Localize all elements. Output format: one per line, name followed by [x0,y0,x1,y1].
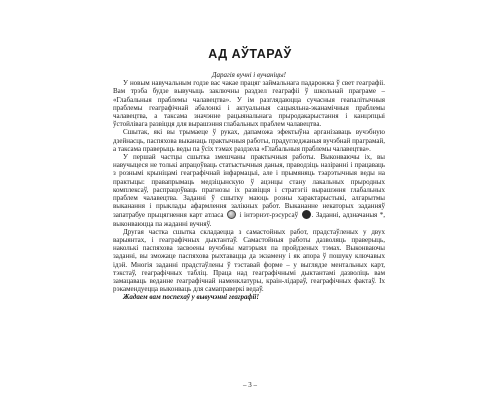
paragraph-3-start: У першай частцы сшытка змешчаны практычныя работы. Выконваючы іх, вы навучыцеся не толькі апрацоўваць статыстычныя даныя, праводзіць назіранні і працаваць з рознымі крыніцамі геаграфічнай інфармацыі, але і прымяняць тэарэтычныя веды на практыцы: правапрымаць медзіцынскую ў ацэнцы стану лакальных прыродных комплексаў, распрацоўваць прагнозы іх развіцця і стратэгіі вырашэння глабальных праблем чалавецтва. Заданні ў сшытку маюць розны характарыстыкі, алгарытмы выканання і прыклады афармлення залікных работ. Выкананне некаторых заданняў запатрабуе прыцягнення карт атласа [113,153,385,220]
paragraph-4: Другая частка сшытка складаецца з самастойных работ, прадстаўленых у двух варыянтах, і геаграфічных дыктантаў. Самастойныя работы дазволяць праверыць, наколькі паспяхова засвоены вучэбны матэрыял па пройдзеных тэмах. Выконваючы заданні, вы зможаце паспяхова рыхтавацца да экзамену і як апора ў пошуку ключавых ідэй. Многія заданні прадстаўлены ў тэставай форме – у выглядзе ментальных карт, тэкстаў, геаграфічных табліц. Праца над геаграфічнымі дыктантамі дазволіць вам замацаваць веданне геаграфічнай наменклатуры, краін-лідараў, геаграфічных фактаў. Іх рэкамендуецца выконваць для самаправеркі ведаў. [113,227,385,294]
paragraph-3-mid: і інтэрнэт-рэсурсаў [237,211,301,220]
page-title: АД АЎТАРАЎ [208,47,292,61]
closing-line: Жадаем вам поспехаў у вывучэнні геаграфіі! [123,293,260,302]
paragraph-1: У новым навучальным годзе вас чакае працяг займальнага падарожжа ў свет геаграфіі. Вам трэба будзе вывучыць заключны раздзел геаграфіі ў школьнай праграме – «Глабальныя праблемы чалавецтва». У ім разглядаюцца сучасныя геапалітычныя праблемы геаграфічнай абалонкі і актуальныя сацыяльна-эканамічныя праблемы чалавецтва, а таксама значэнне рацыянальнага прыродакарыстання і канцэпцыі ўстойлівага развіцця для вырашэння глабальных праблем чалавецтва. [113,79,385,129]
key-icon [302,210,311,219]
greeting: Дарагія вучні і вучаніцы! [212,71,286,79]
globe-icon [227,210,236,219]
paragraph-3-end: . Заданні, адзначаныя *, выконваюцца па жаданні вучняў. [113,211,386,228]
paragraph-2: Сшытак, які вы трымаеце ў руках, дапаможа эфектыўна арганізаваць вучэбную дзейнасць, паспяхова выканаць практычныя работы, прадугледжаныя вучэбнай праграмай, а таксама праверыць веды па ўсіх тэмах раздзела «Глабальныя праблемы чалавецтва». [113,128,385,153]
body-text [113,71,385,302]
page-number: – 3 – [243,381,257,389]
paragraph-3 [113,153,385,228]
